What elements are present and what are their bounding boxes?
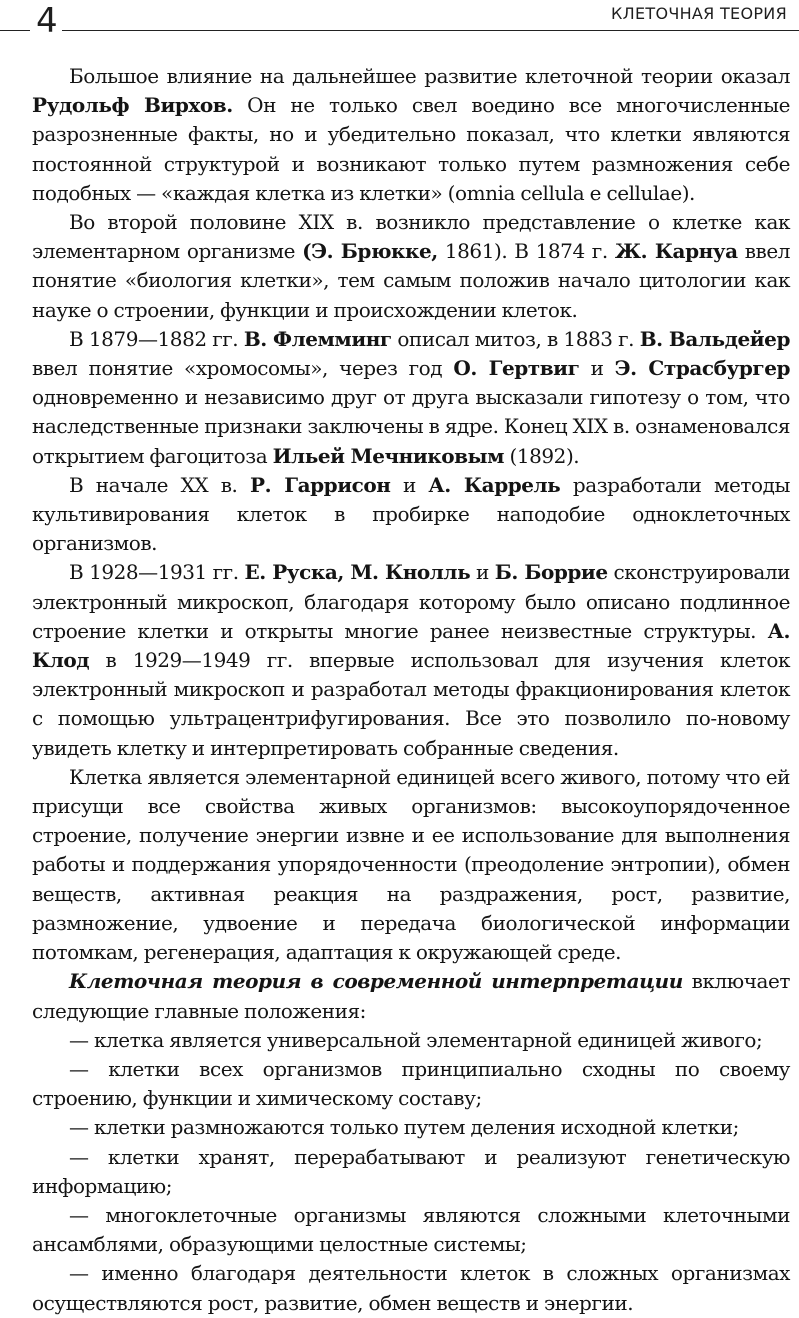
text-span: Во второй половине XIX в. возникло представление о клетке как элементарном организме xyxy=(32,210,790,264)
header-rule-left xyxy=(0,30,30,31)
text-span: описал митоз, в 1883 г. xyxy=(391,326,640,351)
bold-name: Ж. Карнуа xyxy=(614,239,738,264)
text-span: ввел понятие «хромосомы», через год xyxy=(32,356,454,381)
paragraph-cultivation xyxy=(32,471,790,559)
text-span: сконструировали электронный микроскоп, благодаря которому было описано подлинное строение клетки и открыты многие ранее неизвестные структуры. xyxy=(32,560,790,643)
paragraph-mitosis xyxy=(32,325,790,471)
text-span: и xyxy=(470,560,495,585)
body-text xyxy=(32,62,790,1318)
bold-italic-term xyxy=(69,969,683,993)
list-item: — клетки хранят, перерабатывают и реализуют генетическую информацию; xyxy=(32,1144,790,1198)
text-span: Он не только свел воедино все многочисленные разрозненные факты, но и убедительно показал, что клетки являются постоянной структурой и возникают только путем размножения себе подобных — «каждая клетка из клетки» (omnia cellula e cellulae). xyxy=(32,93,790,205)
bold-name: Б. Боррие xyxy=(494,560,608,585)
text-span: Большое влияние на дальнейшее развитие клеточной теории оказал xyxy=(69,64,790,88)
bold-name: Рудольф Вирхов. xyxy=(32,93,233,118)
text-span: разработали методы культивирования клеток в пробирке наподобие одноклеточных организмов. xyxy=(32,472,790,556)
list-item: — многоклеточные организмы являются сложными клеточными ансамблями, образующими целостные системы; xyxy=(32,1202,790,1257)
bold-name: Р. Гаррисон xyxy=(250,472,391,497)
text-span: В 1928—1931 гг. xyxy=(69,560,245,585)
bold-name: А. Клод xyxy=(32,618,790,673)
text-span: включает следующие главные положения: xyxy=(32,969,790,1023)
bold-name: О. Гертвиг xyxy=(453,356,580,381)
text-span: В 1879—1882 гг. xyxy=(69,326,244,351)
page-header xyxy=(0,0,799,44)
header-rule-right xyxy=(62,30,799,31)
text-span: 1861). В 1874 г. xyxy=(437,239,615,264)
text-span: одновременно и независимо друг от друга высказали гипотезу о том, что наследственные признаки заключены в ядре. Конец XIX в. ознаменовался открытием фагоцитоза xyxy=(32,385,790,468)
text-span: (1892). xyxy=(504,443,580,468)
running-title: КЛЕТОЧНАЯ ТЕОРИЯ xyxy=(610,4,787,23)
bold-name: В. Флемминг xyxy=(243,326,392,351)
bold-name: Е. Руска, М. Кнолль xyxy=(244,560,471,585)
bold-name: (Э. Брюкке, xyxy=(302,239,438,264)
bold-name: В. Вальдейер xyxy=(639,326,790,351)
page-number: 4 xyxy=(36,1,58,41)
bold-name: Э. Страсбургер xyxy=(614,356,791,381)
text-span: В начале XX в. xyxy=(69,472,251,497)
bold-name: Ильей Мечниковым xyxy=(272,443,505,468)
bold-name: А. Каррель xyxy=(428,472,561,497)
text-span: и xyxy=(390,472,429,497)
italic-term: Клеточная теория в современной интерпретации xyxy=(69,969,683,994)
paragraph-modern-theory xyxy=(32,967,790,1025)
list-item: — именно благодаря деятельности клеток в сложных организмах осуществляются рост, развитие, обмен веществ и энергии. xyxy=(32,1261,790,1315)
list-item: — клетки размножаются только путем деления исходной клетки; xyxy=(69,1115,739,1140)
paragraph-cell-unit: Клетка является элементарной единицей всего живого, потому что ей присущи все свойства живых организмов: высокоупорядоченное строение, получение энергии извне и ее использование для выполнения работы и поддержания упорядоченности (преодоление энтропии), обмен веществ, активная реакция на раздражения, рост, развитие, размножение, удвоение и передача биологической информации потомкам, регенерация, адаптация к окружающей среде. xyxy=(32,764,790,965)
paragraph-cell-as-organism xyxy=(32,208,790,325)
paragraph-virchow xyxy=(32,62,790,208)
list-item: — клетка является универсальной элементарной единицей живого; xyxy=(69,1027,763,1052)
paragraph-electron-microscope xyxy=(32,558,790,762)
list-item: — клетки всех организмов принципиально сходны по своему строению, функции и химическому составу; xyxy=(32,1056,790,1111)
text-span: ввел понятие «биология клетки», тем самым положив начало цитологии как науке о строении, функции и происхождении клеток. xyxy=(32,239,790,322)
text-span: в 1929—1949 гг. впервые использовал для изучения клеток электронный микроскоп и разработал методы фракционирования клеток с помощью ультрацентрифугирования. Все это позволило по-новому увидеть клетку и интерпретировать собранные сведения. xyxy=(32,648,790,760)
text-span: и xyxy=(579,356,615,381)
